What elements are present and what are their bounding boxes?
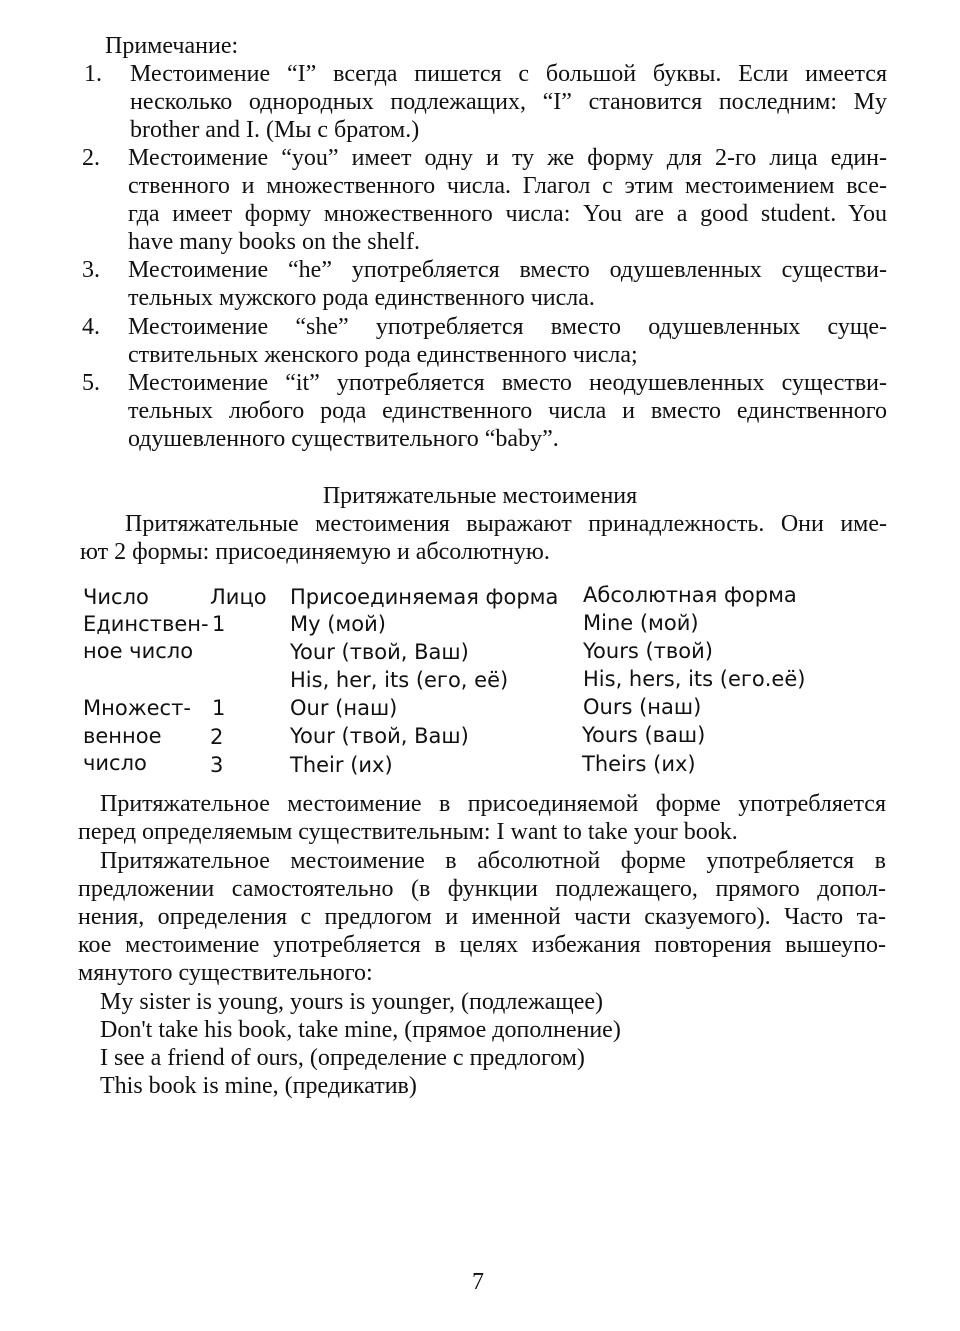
page-number: 7 [472, 1269, 484, 1295]
table-cell-person: 3 [210, 753, 224, 777]
paragraph-line: кое местоимение употребляется в целях избежания повторения вышеупо- [78, 932, 886, 958]
note-line: Местоимение “you” имеет одну и ту же форму для 2-го лица един- [128, 145, 887, 171]
table-cell-attached: Our (наш) [290, 696, 398, 720]
note-line: Местоимение “it” употребляется вместо неодушевленных существи- [128, 370, 887, 396]
paragraph-line: мянутого существительного: [78, 960, 373, 986]
note-line: ственного и множественного числа. Глагол с этим местоимением все- [128, 173, 887, 199]
example-line: This book is mine, (предикатив) [100, 1073, 417, 1099]
table-header-person: Лицо [210, 585, 267, 609]
note-heading: Примечание: [105, 33, 239, 59]
note-line: несколько однородных подлежащих, “I” становится последним: My [130, 89, 887, 115]
table-cell-number: ное число [83, 639, 194, 663]
table-cell-absolute: Ours (наш) [583, 695, 702, 719]
paragraph-line: Притяжательное местоимение в абсолютной форме употребляется в [100, 848, 886, 874]
note-number: 2. [82, 145, 100, 171]
table-cell-attached: Their (их) [290, 753, 393, 777]
example-line: Don't take his book, take mine, (прямое дополнение) [100, 1017, 621, 1043]
table-cell-attached: Your (твой, Ваш) [290, 640, 469, 664]
note-number: 3. [82, 257, 100, 283]
paragraph-line: перед определяемым существительным: I want to take your book. [78, 819, 738, 845]
table-header-attached: Присоединяемая форма [290, 585, 559, 609]
example-line: My sister is young, yours is younger, (подлежащее) [100, 989, 604, 1015]
paragraph-line: нения, определения с предлогом и именной части сказуемого). Часто та- [78, 904, 886, 930]
table-cell-person: 2 [210, 725, 224, 749]
table-cell-absolute: Yours (ваш) [582, 723, 706, 747]
note-line: одушевленного существительного “baby”. [128, 426, 559, 452]
table-cell-absolute: Mine (мой) [583, 611, 699, 635]
table-cell-attached: Your (твой, Ваш) [290, 724, 469, 748]
table-cell-person: 1 [212, 696, 226, 720]
note-line: Местоимение “he” употребляется вместо одушевленных существи- [128, 257, 887, 283]
table-cell-number: Множест- [83, 696, 191, 720]
table-cell-number: число [83, 751, 147, 775]
table-cell-number: венное [83, 724, 162, 748]
table-cell-absolute: Theirs (их) [582, 752, 696, 776]
note-line: тельных мужского рода единственного числа. [128, 285, 595, 311]
note-line: Местоимение “I” всегда пишется с большой буквы. Если имеется [130, 61, 887, 87]
table-cell-person: 1 [212, 612, 226, 636]
table-cell-attached: His, her, its (его, её) [290, 668, 509, 692]
note-line: have many books on the shelf. [128, 229, 420, 255]
intro-line: ют 2 формы: присоединяемую и абсолютную. [80, 539, 550, 565]
table-cell-absolute: Yours (твой) [583, 639, 713, 663]
example-line: I see a friend of ours, (определение с предлогом) [100, 1045, 585, 1071]
note-line: ствительных женского рода единственного числа; [128, 342, 638, 368]
table-cell-number: Единствен- [83, 612, 209, 636]
note-line: Местоимение “she” употребляется вместо одушевленных суще- [128, 314, 887, 340]
intro-line: Притяжательные местоимения выражают принадлежность. Они име- [125, 511, 887, 537]
note-number: 1. [84, 61, 102, 87]
section-title: Притяжательные местоимения [322, 483, 638, 509]
note-number: 5. [82, 370, 100, 396]
table-cell-attached: My (мой) [290, 612, 386, 636]
note-line: brother and I. (Мы с братом.) [130, 117, 420, 143]
note-number: 4. [82, 314, 100, 340]
note-line: тельных любого рода единственного числа и вместо единственного [128, 398, 887, 424]
table-header-number: Число [83, 585, 149, 609]
paragraph-line: предложении самостоятельно (в функции подлежащего, прямого допол- [78, 876, 886, 902]
paragraph-line: Притяжательное местоимение в присоединяемой форме употребляется [100, 791, 886, 817]
table-cell-absolute: His, hers, its (его.её) [583, 667, 806, 691]
note-line: гда имеет форму множественного числа: You are a good student. You [128, 201, 887, 227]
table-header-absolute: Абсолютная форма [583, 583, 797, 607]
